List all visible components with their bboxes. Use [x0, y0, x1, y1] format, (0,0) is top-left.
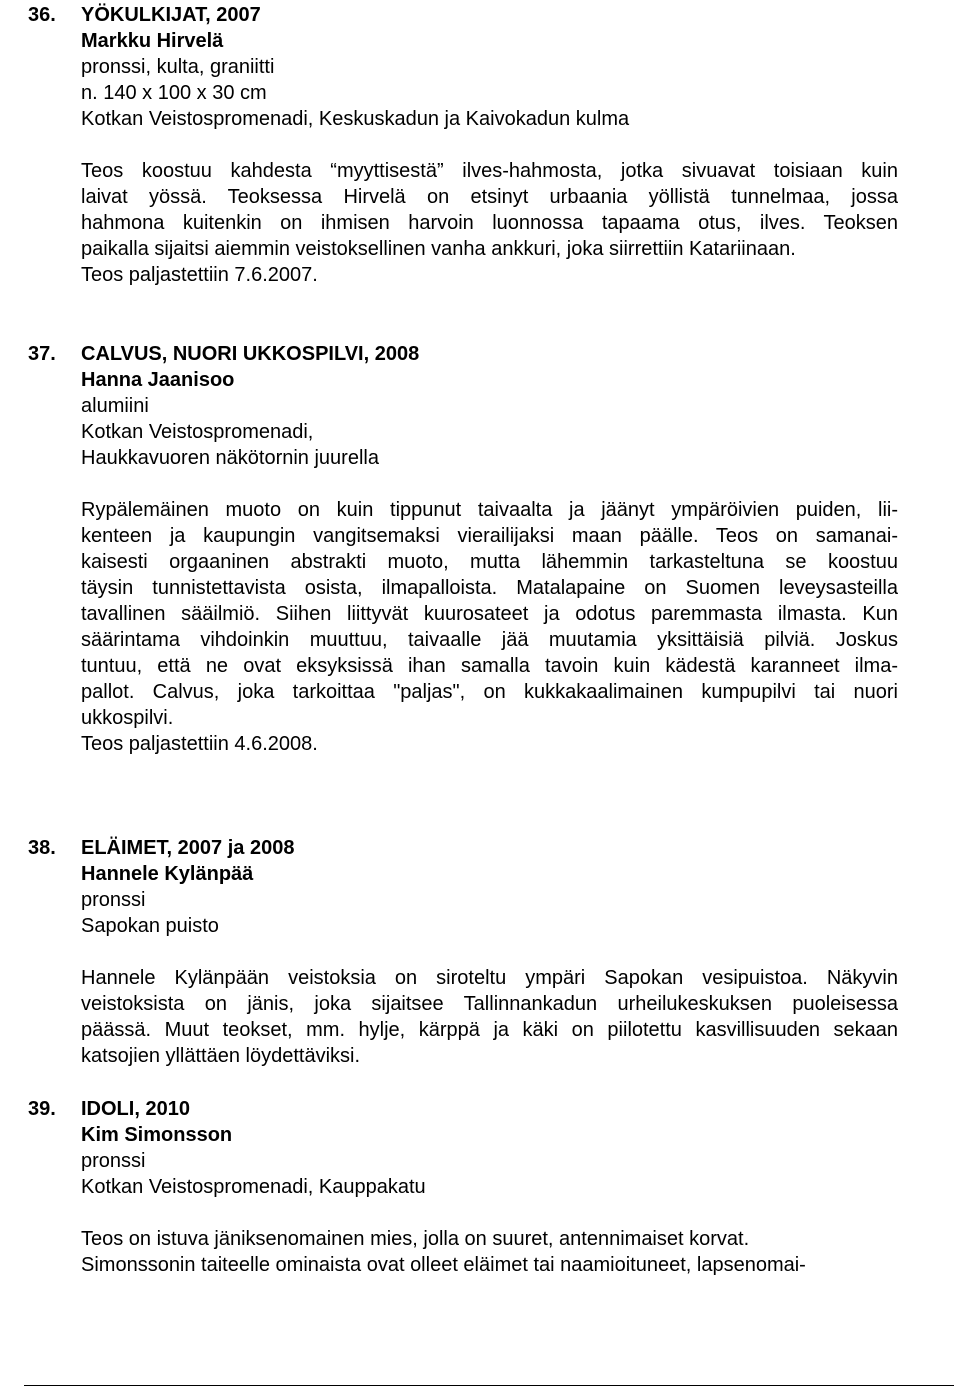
entry-number: 39. — [28, 1098, 56, 1120]
description-line: Rypälemäinen muoto on kuin tippunut taivaalta ja jäänyt ympäröivien puiden, lii- — [81, 499, 898, 521]
description-line: hahmona kuitenkin on ihmisen harvoin luonnossa tapaama otus, ilves. Teoksen — [81, 212, 898, 234]
entry-36 — [0, 2, 960, 288]
entry-material: pronssi, kulta, graniitti — [81, 56, 275, 78]
entry-37 — [0, 341, 960, 757]
entry-title: ELÄIMET, 2007 ja 2008 — [81, 837, 295, 859]
entry-number: 36. — [28, 4, 56, 26]
description-line: Teos paljastettiin 7.6.2007. — [81, 264, 318, 286]
entry-38 — [0, 835, 960, 1069]
entry-description — [81, 1226, 898, 1278]
footer-rule — [24, 1385, 954, 1386]
description-line: paikalla sijaitsi aiemmin veistoksellinen vanha ankkuri, joka siirrettiin Katariinaan. — [81, 238, 796, 260]
description-line: Teos koostuu kahdesta “myyttisestä” ilves-hahmosta, jotka sivuavat toisiaan kuin — [81, 160, 898, 182]
entry-description — [81, 965, 898, 1069]
entry-number: 38. — [28, 837, 56, 859]
description-line: ukkospilvi. — [81, 707, 174, 729]
description-line: veistoksista on jänis, joka sijaitsee Tallinnankadun urheilukeskuksen puoleisessa — [81, 993, 898, 1015]
description-line: katsojien yllättäen löydettäviksi. — [81, 1045, 361, 1067]
entry-number: 37. — [28, 343, 56, 365]
entry-artist: Kim Simonsson — [81, 1124, 233, 1146]
description-line: säärintama vihdoinkin muuttuu, taivaalle jää muutamia yksittäisiä pilviä. Joskus — [81, 629, 898, 651]
description-line: pallot. Calvus, joka tarkoittaa "paljas", on kukkakaalimainen kumpupilvi tai nuori — [81, 681, 898, 703]
description-line: Teos paljastettiin 4.6.2008. — [81, 733, 318, 755]
entry-artist: Hanna Jaanisoo — [81, 369, 235, 391]
entry-header — [0, 835, 960, 861]
entry-header — [0, 2, 960, 28]
description-line: tuntuu, että ne ovat eksyksissä ihan samalla tavoin kuin kädestä karanneet ilma- — [81, 655, 898, 677]
entry-description — [81, 497, 898, 757]
entry-header — [0, 1096, 960, 1122]
entry-title: IDOLI, 2010 — [81, 1098, 190, 1120]
description-line: kaisesti orgaaninen abstrakti muoto, mutta lähemmin tarkasteltuna se koostuu — [81, 551, 898, 573]
entry-dimensions: n. 140 x 100 x 30 cm — [81, 82, 267, 104]
entry-title: CALVUS, NUORI UKKOSPILVI, 2008 — [81, 343, 420, 365]
entry-material: pronssi — [81, 1150, 146, 1172]
description-line: kenteen ja kaupungin vangitsemaksi vierailijaksi maan päälle. Teos on samanai- — [81, 525, 898, 547]
description-line: laivat yössä. Teoksessa Hirvelä on etsinyt urbaania yöllistä tunnelmaa, jossa — [81, 186, 898, 208]
description-line: päässä. Muut teokset, mm. hylje, kärppä ja käki on piilotettu kasvillisuuden sekaan — [81, 1019, 898, 1041]
description-line: Hannele Kylänpään veistoksia on siroteltu ympäri Sapokan vesipuistoa. Näkyvin — [81, 967, 898, 989]
entry-39 — [0, 1096, 960, 1278]
entry-description — [81, 158, 898, 288]
description-line: täysin tunnistettavista osista, ilmapalloista. Matalapaine on Suomen leveysasteilla — [81, 577, 898, 599]
description-line: tavallinen sääilmiö. Siihen liittyvät kuurosateet ja odotus paremmasta ilmasta. Kun — [81, 603, 898, 625]
entry-artist: Hannele Kylänpää — [81, 863, 254, 885]
entry-title: YÖKULKIJAT, 2007 — [81, 4, 261, 26]
entry-artist: Markku Hirvelä — [81, 30, 224, 52]
entry-material: alumiini — [81, 395, 149, 417]
entry-location: Kotkan Veistospromenadi, — [81, 421, 314, 443]
entry-header — [0, 341, 960, 367]
entry-location: Kotkan Veistospromenadi, Keskuskadun ja Kaivokadun kulma — [81, 108, 630, 130]
entry-location: Sapokan puisto — [81, 915, 219, 937]
entry-location: Kotkan Veistospromenadi, Kauppakatu — [81, 1176, 426, 1198]
description-line: Simonssonin taiteelle ominaista ovat olleet eläimet tai naamioituneet, lapsenomai- — [81, 1254, 806, 1276]
entry-material: pronssi — [81, 889, 146, 911]
entry-location: Haukkavuoren näkötornin juurella — [81, 447, 379, 469]
description-line: Teos on istuva jäniksenomainen mies, jolla on suuret, antennimaiset korvat. — [81, 1228, 750, 1250]
